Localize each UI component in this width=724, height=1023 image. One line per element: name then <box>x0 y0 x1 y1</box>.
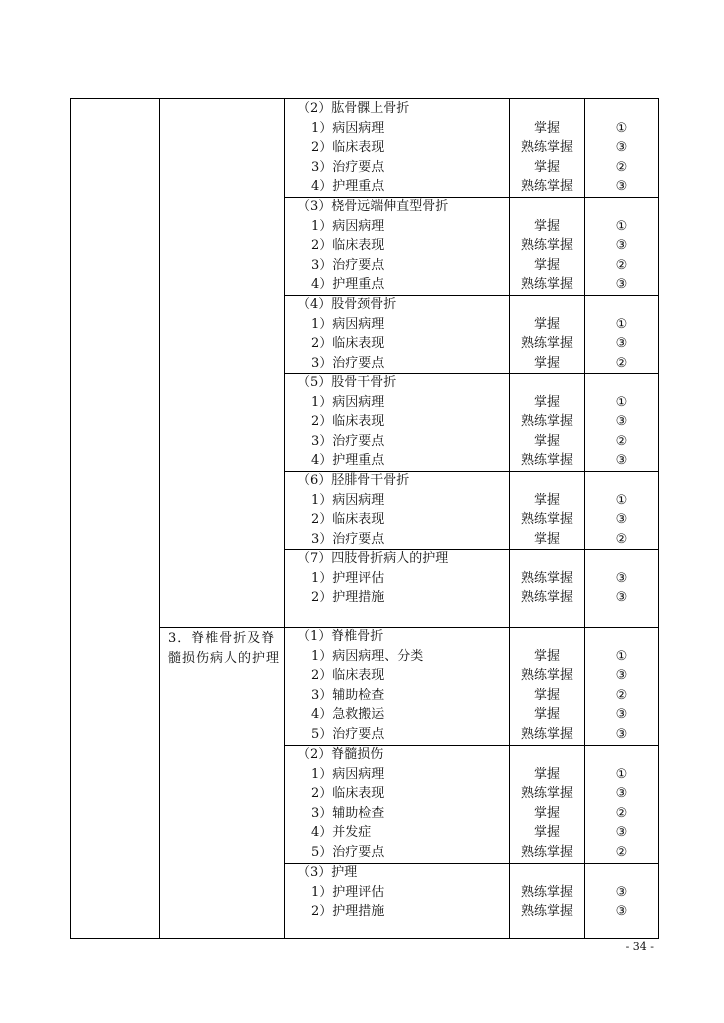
grade-marker: ③ <box>615 179 628 195</box>
grade-marker: ② <box>615 845 628 860</box>
item-text: 1）病因病理 <box>311 120 385 136</box>
section-title: （1）脊椎骨折 <box>297 629 384 644</box>
grade-marker: ③ <box>615 570 628 586</box>
item-text: 4）护理重点 <box>311 277 385 293</box>
item-text: 4）急救搬运 <box>311 707 385 723</box>
item-text: 4）护理重点 <box>311 179 385 195</box>
item-text: 3）治疗要点 <box>311 159 385 175</box>
item-text: 1）病因病理 <box>311 766 385 782</box>
item-text: 2）临床表现 <box>311 668 385 684</box>
grade-marker: ③ <box>615 414 628 430</box>
grade-marker: ② <box>615 159 628 175</box>
grade-marker: ① <box>615 492 628 508</box>
row-divider <box>284 549 658 550</box>
item-text: 1）病因病理 <box>311 492 385 508</box>
row-divider <box>284 295 658 296</box>
requirement-level: 掌握 <box>533 355 560 371</box>
grade-marker: ③ <box>615 727 628 742</box>
requirement-level: 熟练掌握 <box>520 845 573 860</box>
grade-marker: ② <box>615 433 628 449</box>
requirement-level: 熟练掌握 <box>520 727 573 742</box>
item-text: 4）护理重点 <box>311 453 385 469</box>
grade-marker: ① <box>615 316 628 332</box>
item-text: 2）临床表现 <box>311 414 385 430</box>
row-divider <box>284 745 658 746</box>
requirement-level: 熟练掌握 <box>520 570 573 586</box>
requirement-level: 熟练掌握 <box>520 668 573 684</box>
grade-marker: ③ <box>615 707 628 723</box>
column-divider <box>159 99 160 938</box>
grade-marker: ① <box>615 120 628 136</box>
item-text: 3）辅助检查 <box>311 805 385 821</box>
grade-marker: ① <box>615 648 628 664</box>
item-text: 1）护理评估 <box>311 884 385 900</box>
requirement-level: 熟练掌握 <box>520 277 573 293</box>
item-text: 1）病因病理 <box>311 218 385 234</box>
requirement-level: 熟练掌握 <box>520 414 573 430</box>
column-divider <box>284 99 285 938</box>
requirement-level: 掌握 <box>533 687 560 703</box>
item-text: 1）病因病理、分类 <box>311 648 424 664</box>
item-text: 3）治疗要点 <box>311 355 385 371</box>
requirement-level: 掌握 <box>533 433 560 449</box>
grade-marker: ② <box>615 805 628 821</box>
requirement-level: 掌握 <box>533 805 560 821</box>
grade-marker: ② <box>615 355 628 371</box>
requirement-level: 熟练掌握 <box>520 884 573 900</box>
item-text: 2）临床表现 <box>311 336 385 352</box>
section-title: （7）四肢骨折病人的护理 <box>297 551 449 566</box>
item-text: 3）治疗要点 <box>311 433 385 449</box>
item-text: 2）临床表现 <box>311 238 385 254</box>
grade-marker: ② <box>615 257 628 273</box>
grade-marker: ① <box>615 394 628 410</box>
requirement-level: 熟练掌握 <box>520 453 573 469</box>
section-title: （2）肱骨髁上骨折 <box>297 101 410 116</box>
grade-marker: ③ <box>615 668 628 684</box>
row-divider <box>284 197 658 198</box>
requirement-level: 熟练掌握 <box>520 179 573 195</box>
section-title: （4）股骨颈骨折 <box>297 297 397 312</box>
requirement-level: 掌握 <box>533 825 560 841</box>
item-text: 2）临床表现 <box>311 512 385 528</box>
item-text: 2）临床表现 <box>311 786 385 802</box>
item-text: 4）并发症 <box>311 825 372 841</box>
item-text: 3）辅助检查 <box>311 687 385 703</box>
row-divider <box>284 863 658 864</box>
grade-marker: ③ <box>615 825 628 841</box>
requirement-level: 掌握 <box>533 492 560 508</box>
grade-marker: ③ <box>615 336 628 352</box>
requirement-level: 掌握 <box>533 648 560 664</box>
section-title: （3）护理 <box>297 865 358 880</box>
requirement-level: 掌握 <box>533 159 560 175</box>
page-number: - 34 - <box>625 940 654 953</box>
grade-marker: ② <box>615 531 628 547</box>
grade-marker: ③ <box>615 786 628 802</box>
item-text: 1）病因病理 <box>311 394 385 410</box>
requirement-level: 掌握 <box>533 218 560 234</box>
section-title: （3）桡骨远端伸直型骨折 <box>297 199 449 214</box>
requirement-level: 掌握 <box>533 120 560 136</box>
item-text: 1）护理评估 <box>311 570 385 586</box>
item-text: 2）护理措施 <box>311 590 385 606</box>
grade-marker: ③ <box>615 904 628 920</box>
grade-marker: ③ <box>615 238 628 254</box>
item-text: 3）治疗要点 <box>311 531 385 547</box>
item-text: 5）治疗要点 <box>311 845 385 860</box>
requirement-level: 熟练掌握 <box>520 512 573 528</box>
requirement-level: 熟练掌握 <box>520 590 573 606</box>
row-divider <box>284 373 658 374</box>
requirement-level: 熟练掌握 <box>520 904 573 920</box>
unit-title: 3．脊椎骨折及脊髓损伤病人的护理 <box>168 631 281 666</box>
requirement-level: 掌握 <box>533 394 560 410</box>
section-title: （2）脊髓损伤 <box>297 747 384 762</box>
grade-marker: ③ <box>615 884 628 900</box>
section-title: （5）股骨干骨折 <box>297 375 397 390</box>
row-divider <box>284 471 658 472</box>
requirement-level: 熟练掌握 <box>520 238 573 254</box>
syllabus-table <box>70 98 659 939</box>
requirement-level: 掌握 <box>533 316 560 332</box>
grade-marker: ③ <box>615 453 628 469</box>
grade-marker: ③ <box>615 590 628 606</box>
grade-marker: ① <box>615 218 628 234</box>
requirement-level: 熟练掌握 <box>520 786 573 802</box>
row-divider <box>159 627 658 628</box>
requirement-level: 掌握 <box>533 707 560 723</box>
item-text: 2）护理措施 <box>311 904 385 920</box>
section-title: （6）胫腓骨干骨折 <box>297 473 410 488</box>
grade-marker: ① <box>615 766 628 782</box>
requirement-level: 熟练掌握 <box>520 336 573 352</box>
item-text: 5）治疗要点 <box>311 727 385 742</box>
grade-marker: ② <box>615 687 628 703</box>
requirement-level: 掌握 <box>533 257 560 273</box>
requirement-level: 掌握 <box>533 766 560 782</box>
grade-marker: ③ <box>615 512 628 528</box>
item-text: 2）临床表现 <box>311 140 385 156</box>
grade-marker: ③ <box>615 140 628 156</box>
requirement-level: 熟练掌握 <box>520 140 573 156</box>
requirement-level: 掌握 <box>533 531 560 547</box>
grade-marker: ③ <box>615 277 628 293</box>
item-text: 3）治疗要点 <box>311 257 385 273</box>
item-text: 1）病因病理 <box>311 316 385 332</box>
